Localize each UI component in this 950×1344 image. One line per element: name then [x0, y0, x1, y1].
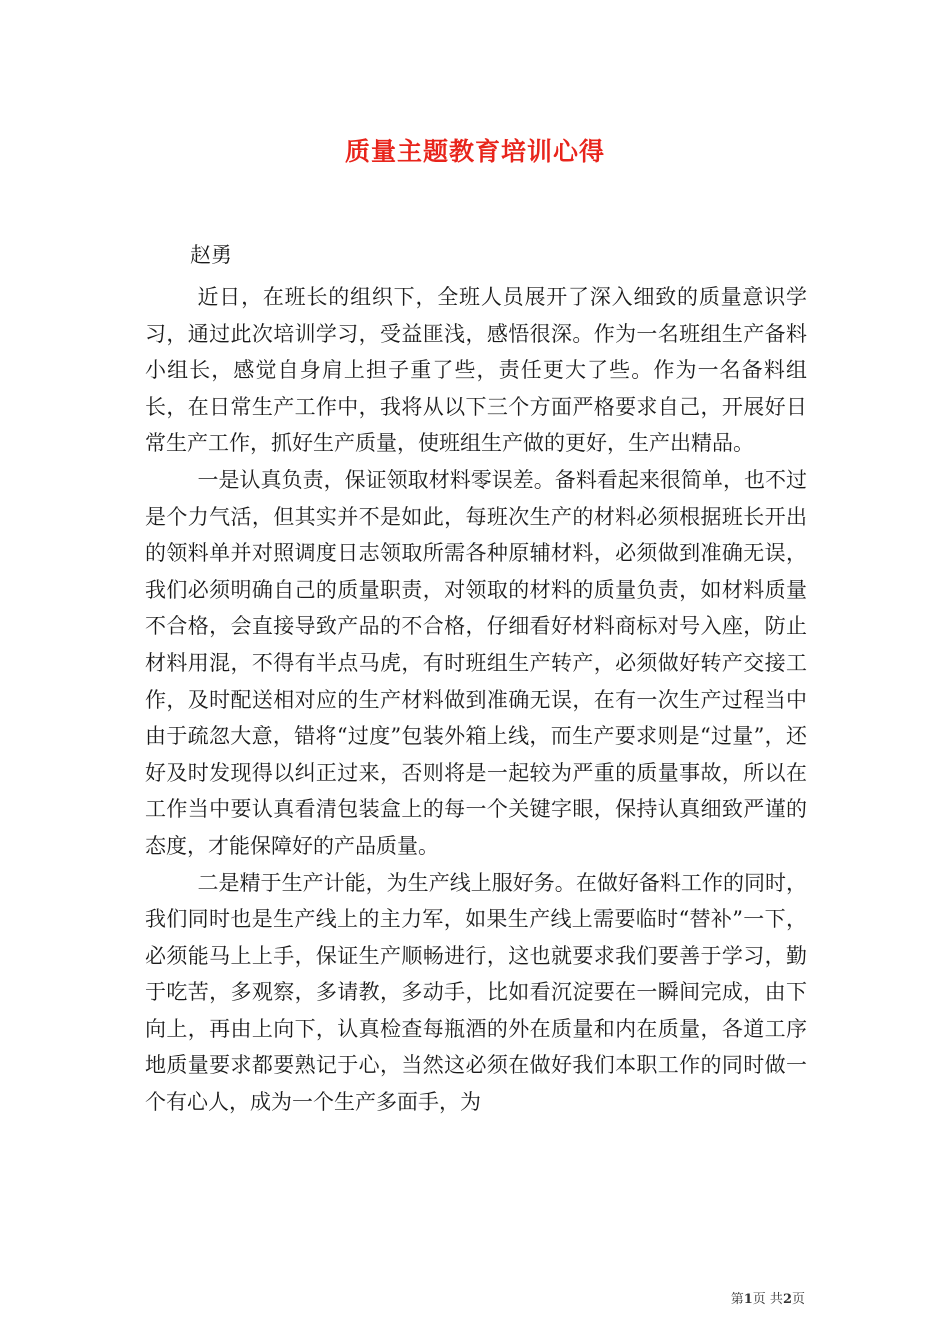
footer-middle: 页 共 [752, 1292, 783, 1307]
author-name: 赵勇 [190, 243, 232, 267]
paragraph-point-one: 一是认真负责，保证领取材料零误差。备料看起来很简单，也不过是个力气活，但其实并不是如此，每班次生产的材料必须根据班长开出的领料单并对照调度日志领取所需各种原辅材料，必须做到准确无误，我们必须明确自己的质量职责，对领取的材料的质量负责，如材料质量不合格，会直接导致产品的不合格，仔细看好材料商标对号入座，防止材料用混，不得有半点马虎，有时班组生产转产，必须做好转产交接工作，及时配送相对应的生产材料做到准确无误，在有一次生产过程当中由于疏忽大意，错将“过度”包装外箱上线，而生产要求则是“过量”，还好及时发现得以纠正过来，否则将是一起较为严重的质量事故，所以在工作当中要认真看清包装盒上的每一个关键字眼，保持认真细致严谨的态度，才能保障好的产品质量。 [145, 467, 807, 858]
document-title: 质量主题教育培训心得 [344, 137, 605, 166]
footer-current-page: 1 [743, 1292, 753, 1307]
footer-suffix: 页 [791, 1292, 805, 1307]
page-footer [731, 1288, 805, 1307]
document-body [145, 279, 807, 1121]
paragraph-intro: 近日，在班长的组织下，全班人员展开了深入细致的质量意识学习，通过此次培训学习，受益匪浅，感悟很深。作为一名班组生产备料小组长，感觉自身肩上担子重了些，责任更大了些。作为一名备料组长，在日常生产工作中，我将从以下三个方面严格要求自己，开展好日常生产工作，抓好生产质量，使班组生产做的更好，生产出精品。 [145, 285, 807, 456]
footer-total-pages: 2 [782, 1292, 792, 1307]
footer-prefix: 第 [730, 1292, 744, 1307]
paragraph-point-two: 二是精于生产计能，为生产线上服好务。在做好备料工作的同时，我们同时也是生产线上的主力军，如果生产线上需要临时“替补”一下，必须能马上上手，保证生产顺畅进行，这也就要求我们要善于学习，勤于吃苦，多观察，多请教，多动手，比如看沉淀要在一瞬间完成，由下向上，再由上向下，认真检查每瓶酒的外在质量和内在质量，各道工序地质量要求都要熟记于心，当然这必须在做好我们本职工作的同时做一个有心人，成为一个生产多面手，为 [145, 870, 807, 1115]
